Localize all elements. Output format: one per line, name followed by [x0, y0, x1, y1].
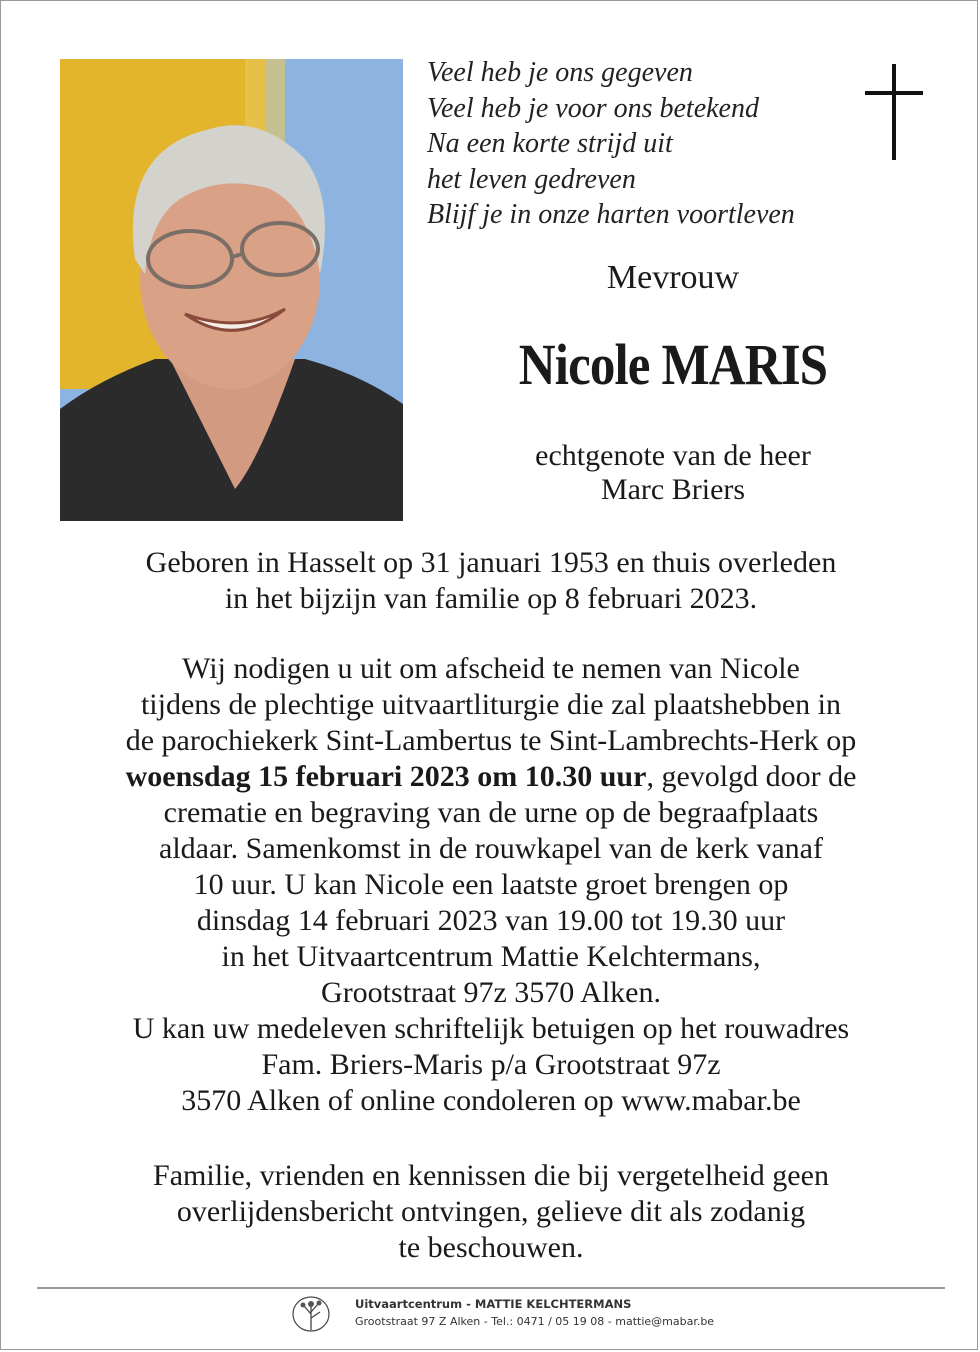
- text-line: [41, 759, 941, 795]
- text-line: tijdens de plechtige uitvaartliturgie die zal plaatshebben in: [140, 688, 842, 721]
- text-line: in het Uitvaartcentrum Mattie Kelchtermans,: [221, 940, 761, 973]
- footer-divider: [37, 1287, 945, 1289]
- text-line: U kan uw medeleven schriftelijk betuigen op het rouwadres: [132, 1012, 850, 1045]
- poem-line: Blijf je in onze harten voortleven: [427, 199, 795, 230]
- text-fragment: , gevolgd door de: [646, 760, 857, 793]
- poem-line: Veel heb je voor ons betekend: [427, 92, 759, 124]
- text-line: dinsdag 14 februari 2023 van 19.00 tot 19.30 uur: [196, 904, 786, 937]
- funeral-home-name: Uitvaartcentrum - MATTIE KELCHTERMANS: [355, 1297, 632, 1311]
- deceased-name: Nicole MARIS: [518, 332, 828, 397]
- honorific: Mevrouw: [606, 259, 740, 296]
- portrait-photo: [60, 59, 403, 521]
- text-line: overlijdensbericht ontvingen, gelieve dit als zodanig: [176, 1195, 806, 1228]
- text-line: Wij nodigen u uit om afscheid te nemen van Nicole: [182, 652, 800, 685]
- spouse-line: echtgenote van de heer: [535, 439, 811, 472]
- funeral-invitation-paragraph: [41, 651, 941, 1119]
- poem-line: Na een korte strijd uit: [427, 128, 673, 159]
- tree-logo-icon: [289, 1294, 333, 1334]
- poem-line: het leven gedreven: [427, 163, 636, 195]
- spouse-name: Marc Briers: [600, 473, 746, 506]
- text-line: 3570 Alken of online condoleren op www.mabar.be: [181, 1084, 801, 1117]
- text-line: de parochiekerk Sint-Lambertus te Sint-Lambrechts-Herk op: [125, 724, 857, 757]
- text-line: Fam. Briers-Maris p/a Grootstraat 97z: [261, 1048, 721, 1081]
- poem-line: Veel heb je ons gegeven: [427, 57, 693, 88]
- birth-death-paragraph: [41, 545, 941, 617]
- spouse-info: [403, 439, 943, 507]
- text-line: Geboren in Hasselt op 31 januari 1953 en thuis overleden: [145, 546, 837, 579]
- funeral-home-contact: Grootstraat 97 Z Alken - Tel.: 0471 / 05 19 08 - mattie@mabar.be: [355, 1315, 715, 1328]
- text-line: crematie en begraving van de urne op de begraafplaats: [163, 796, 819, 829]
- text-line: in het bijzijn van familie op 8 februari 2023.: [224, 582, 758, 615]
- text-line: 10 uur. U kan Nicole een laatste groet brengen op: [193, 868, 789, 901]
- family-notice-paragraph: [41, 1158, 941, 1266]
- funeral-home-footer: [289, 1294, 715, 1338]
- text-line: te beschouwen.: [398, 1231, 584, 1264]
- text-line: Grootstraat 97z 3570 Alken.: [321, 976, 661, 1009]
- cross-icon: [865, 64, 923, 160]
- text-line: Familie, vrienden en kennissen die bij vergetelheid geen: [153, 1159, 829, 1192]
- poem: [427, 55, 867, 233]
- funeral-date: woensdag 15 februari 2023 om 10.30 uur: [125, 760, 647, 793]
- text-line: aldaar. Samenkomst in de rouwkapel van de kerk vanaf: [159, 832, 823, 865]
